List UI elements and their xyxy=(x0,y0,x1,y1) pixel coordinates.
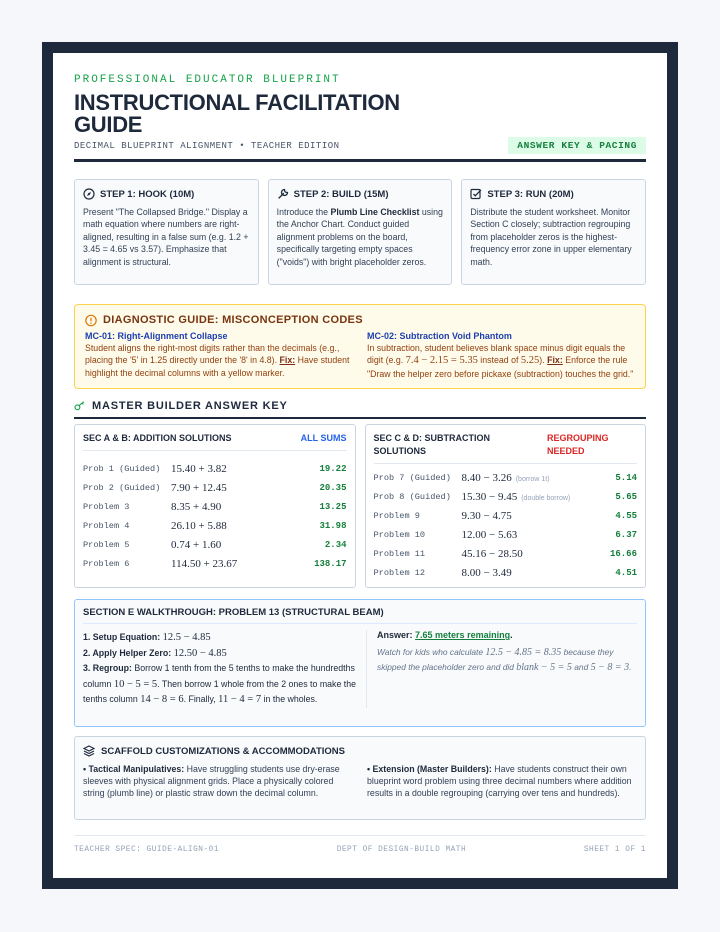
step-card-build xyxy=(268,179,453,285)
eyebrow-label: PROFESSIONAL EDUCATOR BLUEPRINT xyxy=(74,74,341,86)
footer-dept: DEPT OF DESIGN-BUILD MATH xyxy=(336,846,467,854)
misconception-code: MC-01: Right-Alignment Collapse xyxy=(85,331,228,341)
diagnostic-guide xyxy=(74,304,646,389)
solution-row: Problem 6 114.50 + 23.67 138.17 xyxy=(83,557,347,570)
solution-row: Problem 10 12.00 − 5.63 6.37 xyxy=(373,528,637,541)
step-body: Introduce the Plumb Line Checklist using the Anchor Chart. Conduct guided alignment problems on the board, specifically targeting empty spaces ("voids") with bright placeholder zeros. xyxy=(276,207,443,267)
solution-row: Prob 7 (Guided) 8.40 − 3.26 (borrow 1t) 5.14 xyxy=(373,471,637,484)
solution-list xyxy=(83,459,347,573)
answer-key-badge: ANSWER KEY & PACING xyxy=(508,137,646,154)
layers-icon xyxy=(83,745,95,757)
checkbox-icon xyxy=(470,188,482,200)
solution-row: Problem 11 45.16 − 28.50 16.66 xyxy=(373,547,637,560)
step-card-hook xyxy=(74,179,259,285)
diagnostic-title: DIAGNOSTIC GUIDE: MISCONCEPTION CODES xyxy=(103,314,363,326)
card-tag: REGROUPING NEEDED xyxy=(547,433,609,457)
key-icon xyxy=(74,400,86,412)
subtraction-solutions-card xyxy=(365,424,647,588)
card-title: SEC C & D: SUBTRACTION SOLUTIONS xyxy=(373,433,490,457)
scaffold-item: • Extension (Master Builders): Have students construct their own blueprint word problem using three decimal numbers where addition results in a double regrouping (carrying over tens and hundreds). xyxy=(367,764,632,799)
scaffold-panel xyxy=(74,736,646,820)
walkthrough-answer xyxy=(377,630,637,708)
page-title: INSTRUCTIONAL FACILITATION GUIDE xyxy=(74,90,400,137)
walkthrough-title: SECTION E WALKTHROUGH: PROBLEM 13 (STRUCTURAL BEAM) xyxy=(83,607,637,624)
wrench-icon xyxy=(277,188,289,200)
watch-note: Watch for kids who calculate 12.5 − 4.85 = 8.35 because they skipped the placeholder zero and did blank − 5 = 5 and 5 − 8 = 3. xyxy=(377,647,632,674)
solution-row: Problem 4 26.10 + 5.88 31.98 xyxy=(83,519,347,532)
answer-key-header xyxy=(74,400,646,419)
step-title: STEP 3: RUN (20M) xyxy=(487,188,574,200)
scaffold-title: SCAFFOLD CUSTOMIZATIONS & ACCOMMODATIONS xyxy=(101,745,345,757)
alert-circle-icon xyxy=(85,314,97,326)
solution-row: Problem 12 8.00 − 3.49 4.51 xyxy=(373,566,637,579)
walkthrough-panel xyxy=(74,599,646,727)
solution-row: Prob 1 (Guided) 15.40 + 3.82 19.22 xyxy=(83,462,347,475)
compass-icon xyxy=(83,188,95,200)
solution-list xyxy=(374,468,638,582)
answer-line: Answer: 7.65 meters remaining. xyxy=(377,630,513,641)
footer-sheet: SHEET 1 OF 1 xyxy=(583,846,646,854)
header-rule xyxy=(74,159,646,162)
subtitle-row xyxy=(74,137,646,154)
solution-row: Problem 3 8.35 + 4.90 13.25 xyxy=(83,500,347,513)
solution-row: Prob 2 (Guided) 7.90 + 12.45 20.35 xyxy=(83,481,347,494)
pacing-steps xyxy=(74,179,646,285)
step-body: Present "The Collapsed Bridge." Display a math equation where numbers are right-aligned, resulting in a false sum (e.g. 1.2 + 3.45 = 4.65 vs 3.57). Emphasize that alignment is structural. xyxy=(83,207,249,267)
footer-spec: TEACHER SPEC: GUIDE-ALIGN-01 xyxy=(74,846,220,854)
misconception-text: Student aligns the right-most digits rather than the decimals (e.g., placing the '5' in 1.25 directly under the '8' in 4.8). Fix: Have student highlight the decimal columns with a yellow marker. xyxy=(85,343,350,378)
page-footer xyxy=(74,835,646,854)
misconception-mc02 xyxy=(367,331,635,380)
guide-content xyxy=(74,72,646,820)
answer-value: 7.65 meters remaining xyxy=(415,630,511,641)
walkthrough-steps: 1. Setup Equation: 12.5 − 4.85 2. Apply Helper Zero: 12.50 − 4.85 3. Regroup: Borrow 1 tenth from the 5 tenths to make the hundredths column 10 − 5 = 5. Then borrow 1 whole from the 2 ones to make the tenths column 14 − 8 = 6. Finally, 11 − 4 = 7 in the wholes. xyxy=(83,630,367,708)
solution-row: Prob 8 (Guided) 15.30 − 9.45 (double borrow) 5.65 xyxy=(373,490,637,503)
scaffold-item: • Tactical Manipulatives: Have struggling students use dry-erase sleeves with physical alignment grids. Place a physically colored string (plumb line) or plastic straw down the decimal column. xyxy=(83,764,340,799)
misconception-mc01 xyxy=(85,331,353,380)
misconception-text: In subtraction, student believes blank space minus digit equals the digit (e.g. 7.4 − 2.15 = 5.35 instead of 5.25). Fix: Enforce the rule "Draw the helper zero before pickaxe (subtraction) touches the grid." xyxy=(367,343,634,379)
misconception-code: MC-02: Subtraction Void Phantom xyxy=(367,331,512,341)
card-tag: ALL SUMS xyxy=(300,433,347,444)
page-subtitle: DECIMAL BLUEPRINT ALIGNMENT • TEACHER EDITION xyxy=(74,140,340,151)
answer-key-title: MASTER BUILDER ANSWER KEY xyxy=(92,400,288,413)
step-title: STEP 2: BUILD (15M) xyxy=(293,188,389,200)
card-title: SEC A & B: ADDITION SOLUTIONS xyxy=(83,433,232,444)
answer-key-cards xyxy=(74,424,646,588)
solution-row: Problem 9 9.30 − 4.75 4.55 xyxy=(373,509,637,522)
step-card-run xyxy=(461,179,646,285)
step-body: Distribute the student worksheet. Monitor Section C closely; subtraction regrouping from placeholder zeros is the highest-frequency error zone in upper elementary math. xyxy=(470,207,632,267)
addition-solutions-card xyxy=(74,424,356,588)
solution-row: Problem 5 0.74 + 1.60 2.34 xyxy=(83,538,347,551)
step-title: STEP 1: HOOK (10M) xyxy=(100,188,195,200)
